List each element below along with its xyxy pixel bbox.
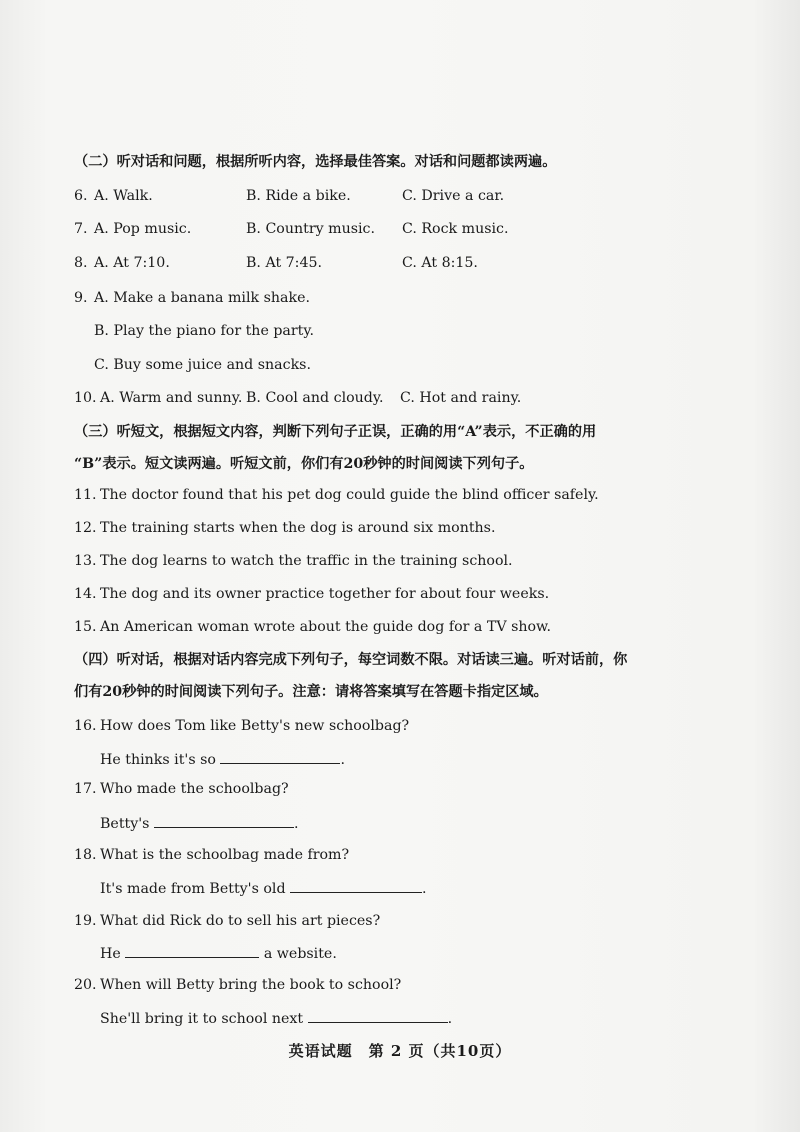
section-4-heading-line-1: （四）听对话，根据对话内容完成下列句子，每空词数不限。对话读三遍。听对话前，你 <box>74 652 628 668</box>
question-number: 19. <box>74 913 97 929</box>
statement-text: The doctor found that his pet dog could guide the blind officer safely. <box>100 487 599 503</box>
option-a: A. At 7:10. <box>94 255 170 271</box>
option-c: C. At 8:15. <box>402 255 478 271</box>
option-a: A. Warm and sunny. <box>100 390 243 406</box>
answer-prefix: It's made from Betty's old <box>100 881 286 897</box>
option-a: A. Walk. <box>94 188 153 204</box>
answer-blank[interactable] <box>220 749 340 764</box>
statement-text: The dog and its owner practice together for about four weeks. <box>100 586 550 602</box>
answer-blank[interactable] <box>308 1008 448 1023</box>
question-number: 13. <box>74 553 97 569</box>
question-text: Who made the schoolbag? <box>100 781 289 797</box>
question-number: 17. <box>74 781 97 797</box>
section-3-heading-line-2: “B”表示。短文读两遍。听短文前，你们有20秒钟的时间阅读下列句子。 <box>74 456 534 472</box>
question-number: 20. <box>74 977 97 993</box>
question-number: 7. <box>74 221 88 237</box>
option-b: B. Country music. <box>246 221 375 237</box>
answer-blank[interactable] <box>290 878 422 893</box>
option-c: C. Hot and rainy. <box>400 390 522 406</box>
statement-text: The training starts when the dog is around six months. <box>100 520 496 536</box>
section-2-heading: （二）听对话和问题，根据所听内容，选择最佳答案。对话和问题都读两遍。 <box>74 154 557 170</box>
question-text: What did Rick do to sell his art pieces? <box>100 913 381 929</box>
option-b: B. Ride a bike. <box>246 188 351 204</box>
answer-prefix: She'll bring it to school next <box>100 1011 304 1027</box>
question-number: 12. <box>74 520 97 536</box>
question-text: How does Tom like Betty's new schoolbag? <box>100 718 410 734</box>
question-number: 18. <box>74 847 97 863</box>
question-number: 16. <box>74 718 97 734</box>
question-number: 8. <box>74 255 88 271</box>
option-c: C. Buy some juice and snacks. <box>94 357 311 373</box>
option-b: B. Play the piano for the party. <box>94 323 315 339</box>
statement-text: An American woman wrote about the guide dog for a TV show. <box>100 619 552 635</box>
question-number: 10. <box>74 390 97 406</box>
answer-suffix: a website. <box>263 946 337 962</box>
option-a: A. Pop music. <box>94 221 192 237</box>
heading-notice: 注意：请将答案填写在答题卡指定区域。 <box>292 684 548 700</box>
heading-text: 们有20秒钟的时间阅读下列句子。 <box>74 684 293 700</box>
question-text: What is the schoolbag made from? <box>100 847 350 863</box>
answer-prefix: Betty's <box>100 816 150 832</box>
answer-suffix: . <box>422 881 427 897</box>
question-number: 9. <box>74 290 88 306</box>
option-a: A. Make a banana milk shake. <box>94 290 310 306</box>
question-number: 14. <box>74 586 97 602</box>
option-b: B. At 7:45. <box>246 255 323 271</box>
question-number: 11. <box>74 487 97 503</box>
option-b: B. Cool and cloudy. <box>246 390 384 406</box>
option-c: C. Rock music. <box>402 221 509 237</box>
question-text: When will Betty bring the book to school? <box>100 977 402 993</box>
section-3-heading-line-1: （三）听短文，根据短文内容，判断下列句子正误，正确的用“A”表示，不正确的用 <box>74 424 597 440</box>
answer-blank[interactable] <box>125 943 259 958</box>
statement-text: The dog learns to watch the traffic in the training school. <box>100 553 513 569</box>
question-number: 15. <box>74 619 97 635</box>
question-number: 6. <box>74 188 88 204</box>
answer-prefix: He thinks it's so <box>100 752 216 768</box>
answer-suffix: . <box>340 752 345 768</box>
answer-suffix: . <box>293 816 299 832</box>
answer-blank[interactable] <box>154 813 294 828</box>
section-4-heading-line-2 <box>74 682 760 702</box>
option-c: C. Drive a car. <box>402 188 505 204</box>
page-footer: 英语试题 第 2 页（共10页） <box>288 1042 512 1060</box>
answer-suffix: . <box>447 1011 453 1027</box>
answer-prefix: He <box>100 946 121 962</box>
